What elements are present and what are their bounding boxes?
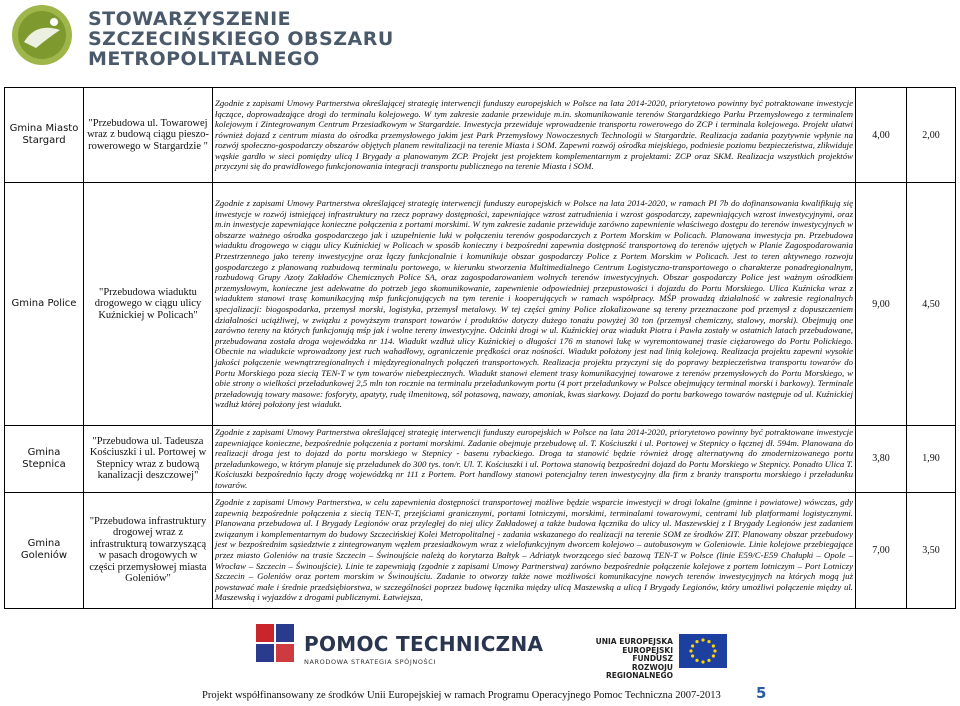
value1-cell: 3,80 [856,426,907,493]
gmina-cell: Gmina Miasto Stargard [5,88,84,183]
value1-cell: 7,00 [856,492,907,608]
eu-text-line-2: EUROPEJSKI FUNDUSZ [622,645,673,663]
description-cell: Zgodnie z zapisami Umowy Partnerstwa określającej strategię interwencji funduszy europejskich w Polsce na lata 2014-2020, w ramach PI 7b do dofinansowania kwalifikują się inwestycje w rozwój istniejącej infrastruktury na rzecz poprawy dostępności, zapewniające wzrost zatrudnienia i wzrost gospodarczy, zapewniających wzrost inwestycyjnymi, oraz m.in inwestycje zapewniające konieczne połączenia z portami morskimi. W tym zakresie zadanie przewiduje zarówno zapewnienie właściwego dostępu do terenów inwestycyjnych w obszarze ważnego ośrodka gospodarczego jak i uzupełnienie luki w połączeniu terenów gospodarczych z Portem Morskim w Policach. Planowana inwestycja pn. Przebudowa wiaduktu drogowego w ciągu ulicy Kuźnickiej w Policach w sposób konieczny i bezpośredni zapewnia dostępność transportową do terenów ujętych w Planie Zagospodarowania Przestrzennego jako tereny inwestycyjne oraz łączy funkcjonalnie i komunikuje obszar gospodarczy Police z Portem Morskim w Policach. Jest to teren aktywnego rozwoju gospodarczego z planowaną rozbudową terminalu portowego, w kierunku stworzenia Multimedialnego Centrum Logistyczno-transportowego o charakterze ponadregionalnym, rozbudową Grupy Azoty Zakładów Chemicznych Police SA, oraz zagospodarowaniem wolnych terenów inwestycyjnych. Obszar gospodarczy Police jest ważnym ośrodkiem przemysłowym, konieczne jest adekwatne do potrzeb jego skomunikowanie, zapewnienie odpowiedniej przepustowości i dojazdu do Portu Morskiego. Ulica Kuźnicka wraz z wiaduktem stanowi trasę komunikacyjną mśp funkcjonujących na tym terenie i kooperujących w ramach współpracy. MŚP prowadzą działalność w zakresie regionalnych specjalizacji: biogospodarka, przemysł morski, logistyka, przemysł metalowy. W tej części gminy Police zlokalizowane są tereny przeznaczone pod przemysł z dopuszczeniem działalności uciążliwej, w związku z powyższym transport towarów i produktów dotyczy dużego tonażu powyżej 30 ton (przemysł chemiczny, stalowy, morski). Obejmują one zarówno tereny na których funkcjonują mśp jak i wolne tereny inwestycyjne. Odcinki drogi w ul. Kuźnickiej oraz wiadukt Piotra i Pawła zostały w ostatnich latach przebudowane, przebudowana została droga wojewódzka nr 114. Wiadukt wzdłuż ulicy Kuźnickiej o długości 176 m stanowi lukę w wyremontowanej trasie ciężarowego do Portu Polickiego. Obecnie na wiadukcie wprowadzony jest ruch wahadłowy, ograniczenie prędkości oraz nośności. Wiadukt położony jest nad linią kolejową. Realizacja projektu zapewni wysokie jakości połączenie wewnątrzregionalnych i międzyregionalnych połączeń transportowych. Realizacja projektu przyczyni się do poprawy bezpieczeństwa transportu towarów do Portu Morskiego poza siecią TEN-T w tym towarów niebezpiecznych. Wiadukt stanowi element trasy komunikacyjnej towarowe z terenów przemysłowych do Portu Morskiego, w obie strony o wielkości przeładunkowej 2,5 mln ton rocznie na terminalu przeładunkowym portu (4 port przeładunkowy w Polsce obejmujący terminal morski i barkowy). Terminale przeładowują towary masowe: fosforyty, apatyty, rudę ilmenitową, sól potasową, nawozy, amoniak, kwas siarkowy. Dojazd do portu barkowego towarów następuje od ul. Kuźnickiej wzdłuż której położony jest wiadukt. [213,183,856,426]
description-cell: Zgodnie z zapisami Umowy Partnerstwa, w celu zapewnienia dostępności transportowej możliwe będzie wsparcie inwestycji w drogi lokalne (gminne i powiatowe) wówczas, gdy zapewnią bezpośrednie połączenia z siecią TEN-T, przejściami granicznymi, portami lotniczymi, morskimi, terminalami towarowymi, centrami lub platformami logistycznymi. Planowana przebudowa ul. I Brygady Legionów oraz przyległej do niej ulicy Zakładowej a także budowa łącznika do ulicy ul. Maszewskiej z I Brygady Legionów jest zadaniem związanym i komplementarnym do budowy Szczecińskiej Kolei Metropolitalnej - zadania wskazanego do realizacji na terenie SOM ze środków ZIT. Planowany obszar przebudowy jest w bezpośrednim sąsiedztwie z zintegrowanym węzłem przesiadkowym wraz z wielofunkcyjnym dworcem kolejowo – autobusowym w Goleniowie. Linie kolejowe przebiegające przez miasto Goleniów na trasie Szczecin – Świnoujście należą do korytarza Bałtyk – Adriatyk tworzącego sieć bazową TEN-T w Polsce (linie E59/C-E59 Chałupki – Opole – Wrocław – Szczecin – Świnoujście). Linie te zapewniają (zgodnie z zapisami Umowy Partnerstwa) zarówno bezpośrednie połączenie kolejowe z portem lotniczym – Port Lotniczy Szczecin – Goleniów oraz portem morskim w Świnoujściu. Zadanie to otworzy także nowe możliwości komunikacyjne nowych terenów inwestycyjnych na których mogą już powstawać małe i średnie przedsiębiorstwa, w szczególności poprzez budowę łącznika między ulicą Maszewską a ulicą I Brygady Legionów, który umożliwi połączenie między ul. Maszewską i wyjazdów z drogami publicznymi. Łatwiejsza, [213,492,856,608]
value1-cell: 9,00 [856,183,907,426]
eu-text-line-1: UNIA EUROPEJSKA [595,637,673,646]
association-emblem-icon [6,2,78,68]
eu-text-line-3: ROZWOJU REGIONALNEGO [605,662,673,680]
projects-table [4,87,956,609]
logo-line-1: STOWARZYSZENIE [88,8,292,30]
pomoc-techniczna-title: POMOC TECHNICZNA [304,632,544,656]
eu-flag-icon [679,634,727,668]
project-name-cell: "Przebudowa infrastruktury drogowej wraz z infrastrukturą towarzyszącą w pasach drogowych w części przemysłowej miasta Goleniów" [84,492,213,608]
eu-logo-text [593,638,673,681]
gmina-cell: Gmina Police [5,183,84,426]
gmina-cell: Gmina Stepnica [5,426,84,493]
cofinancing-note: Projekt współfinansowany ze środków Unii Europejskiej w ramach Programu Operacyjnego Pomoc Techniczna 2007-2013 [202,690,721,701]
project-name-cell: "Przebudowa ul. Tadeusza Kościuszki i ul. Portowej w Stepnicy wraz z budową kanalizacji deszczowej" [84,426,213,493]
association-logo [6,2,394,70]
value2-cell: 2,00 [907,88,956,183]
eu-logo [593,632,733,680]
value2-cell: 3,50 [907,492,956,608]
pomoc-techniczna-emblem-icon [254,620,300,670]
table-row [5,183,956,426]
project-name-cell: "Przebudowa ul. Towarowej wraz z budową ciągu pieszo-rowerowego w Stargardzie " [84,88,213,183]
table-row [5,426,956,493]
gmina-cell: Gmina Goleniów [5,492,84,608]
logo-line-3: METROPOLITALNEGO [88,48,320,70]
value2-cell: 4,50 [907,183,956,426]
association-name [88,9,394,69]
description-cell: Zgodnie z zapisami Umowy Partnerstwa określającej strategię interwencji funduszy europejskich w Polsce na lata 2014-2020, priorytetowo powinny być potraktowane inwestycje zapewniające konieczne, bezpośrednie połączenia z portami morskimi. Zadanie obejmuje przebudowę ul. T. Kościuszki i ul. Portowej w Stepnicy o łącznej dł. 594m. Planowana do realizacji droga jest to dojazd do portu morskiego w Stepnicy - basenu rybackiego. Droga ta stanowić będzie również drogę alternatywną do zmodernizowanego portu przeładunkowego, w którym planuje się przeładunek do 300 tys. ton/r. Ul. T. Kościuszki i ul. Portowa stanowią bezpośredni dojazd do Portu Morskiego w Stepnicy. Ponadto Ulica T. Kościuszki bezpośrednio łączy drogę wojewódzką nr 111 z Portem. Port handlowy stanowi potencjalny teren inwestycyjny dla firm z branży transportu morskiego i przeładunku towarów. [213,426,856,493]
logo-line-2: SZCZECIŃSKIEGO OBSZARU [88,28,394,50]
pomoc-techniczna-logo [254,620,544,676]
value2-cell: 1,90 [907,426,956,493]
table-row [5,88,956,183]
page-number: 5 [756,684,767,702]
table-row [5,492,956,608]
description-cell: Zgodnie z zapisami Umowy Partnerstwa określającej strategię interwencji funduszy europejskich w Polsce na lata 2014-2020, priorytetowo powinny być potraktowane inwestycje łączące, doprowadzające drogi do terminalu kolejowego. W tym zakresie zadanie przewiduje m.in. skomunikowanie terenów Stargardzkiego Parku Przemysłowego z terminalem kolejowym i Zintegrowanym Centrum Przesiadkowym w Stargardzie. Inwestycja przewiduje wprowadzenie transportu rowerowego do ZCP i terminala kolejowego. Projekt ułatwi również dojazd z centrum miasta do ośrodka przemysłowego jakim jest Park Przemysłowy Nowoczesnych Technologii w Stargardzie. Realizacja zadania pozytywnie wpłynie na rozwój społeczno-gospodarczy obszarów objętych planem rewitalizacji na terenie Miasta i SOM. Zapewni rozwój ośrodka miejskiego, podniesie poziomu bezpieczeństwa, zlikwiduje wąskie gardło w sieci pomiędzy ulicą I Brygady a planowanym ZCP. Projekt jest projektem komplementarnym z projektami: ZCP oraz SKM. Realizacja wszystkich projektów przyczyni się do prawidłowego funkcjonowania integracji transportu publicznego na terenie Miasta i SOM. [213,88,856,183]
value1-cell: 4,00 [856,88,907,183]
project-name-cell: "Przebudowa wiaduktu drogowego w ciągu ulicy Kuźnickiej w Policach" [84,183,213,426]
pomoc-techniczna-subtitle: NARODOWA STRATEGIA SPÓJNOŚCI [304,658,436,666]
